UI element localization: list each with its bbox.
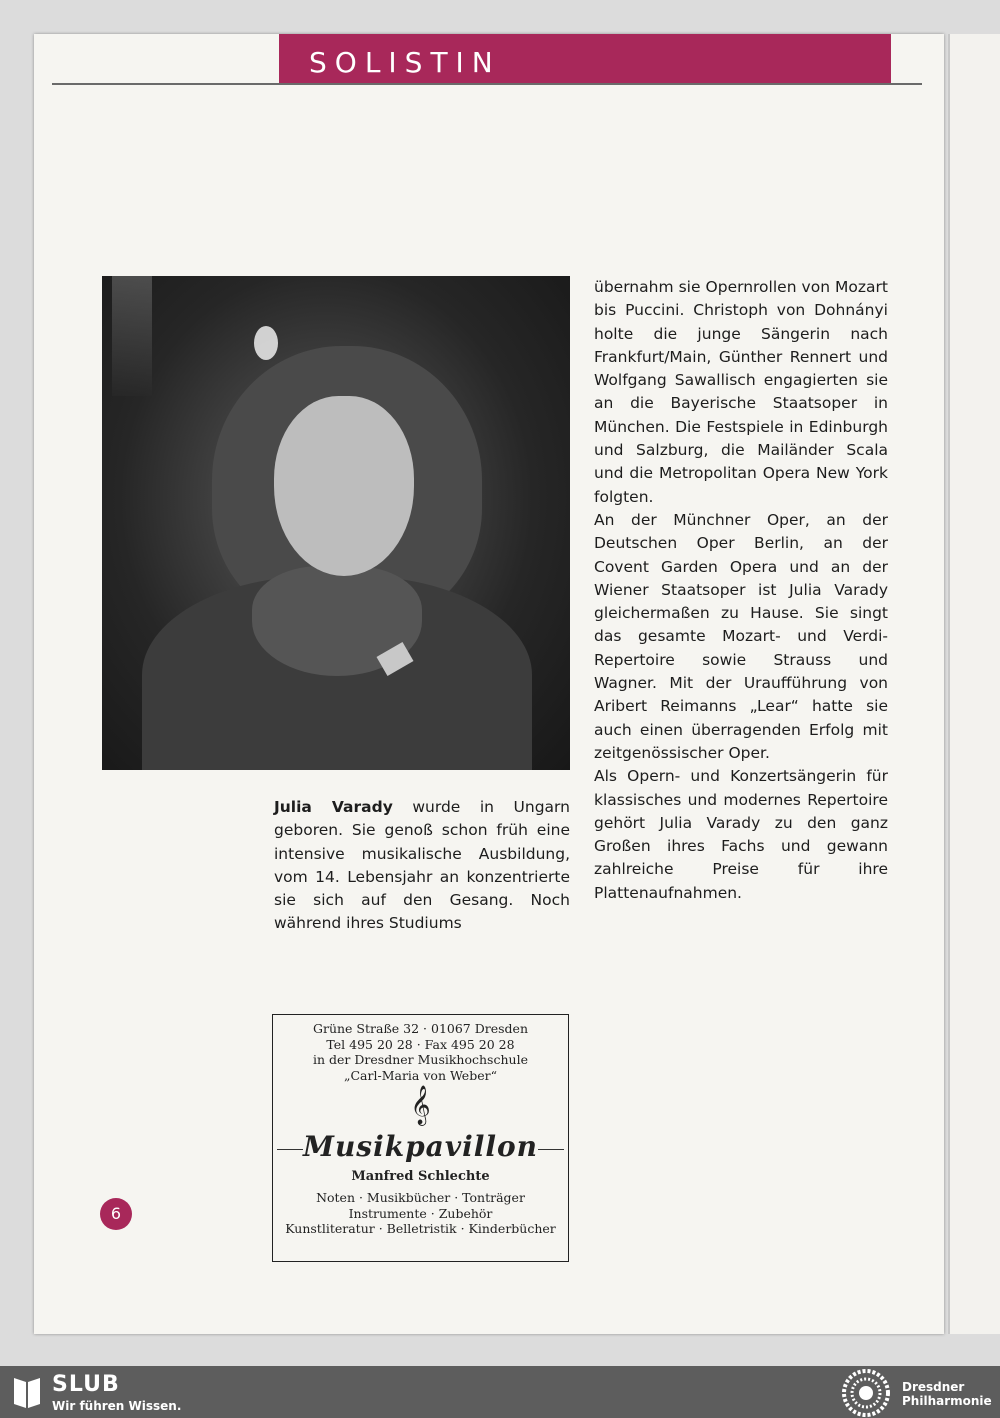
section-title: SOLISTIN	[309, 46, 501, 79]
brochure-page	[34, 34, 944, 1334]
brand-rule-right	[538, 1149, 564, 1150]
slub-logo-text: SLUB	[52, 1372, 120, 1397]
ad-owner: Manfred Schlechte	[351, 1169, 490, 1184]
philharmonie-sunburst-logo-icon	[842, 1369, 890, 1417]
slub-tagline: Wir führen Wissen.	[52, 1399, 182, 1413]
partner-name-line2: Philharmonie	[902, 1394, 992, 1408]
philharmonie-logo-text	[902, 1380, 992, 1408]
ad-phone-fax: Tel 495 20 28 · Fax 495 20 28	[326, 1036, 515, 1052]
article-right-column	[594, 276, 888, 905]
page-number-badge: 6	[100, 1198, 132, 1230]
soloist-portrait-photo	[102, 276, 570, 770]
partner-name-line1: Dresdner	[902, 1380, 965, 1394]
article-paragraph: übernahm sie Opernrollen von Mozart bis Puccini. Christoph von Dohnányi holte die junge Sängerin nach Frankfurt/Main, Günther Rennert und Wolfgang Sawallisch engagierten sie an die Bayerische Staatsoper in München. Die Festspiele in Edinburgh und Salzburg, die Mailänder Scala und die Metropolitan Opera New York folgten.	[594, 278, 888, 506]
section-header-band	[279, 34, 891, 84]
soloist-name: Julia Varady	[274, 798, 393, 816]
photo-background-light	[112, 276, 152, 396]
article-intro-text: wurde in Ungarn geboren. Sie genoß schon früh eine intensive musikalische Ausbildung, vom 14. Lebensjahr an konzentrierte sie sich auf den Gesang. Noch während ihres Studiums	[274, 798, 570, 933]
ad-school-name: „Carl-Maria von Weber“	[344, 1067, 497, 1083]
portrait-face	[274, 396, 414, 576]
ad-products-line: Kunstliteratur · Belletristik · Kinderbücher	[285, 1221, 556, 1236]
header-rule	[52, 83, 922, 85]
article-left-column	[274, 796, 570, 936]
ad-products-line: Instrumente · Zubehör	[348, 1205, 493, 1221]
ad-brand-row	[273, 1127, 568, 1167]
treble-clef-icon: 𝄞	[410, 1085, 431, 1125]
article-paragraph: An der Münchner Oper, an der Deutschen Oper Berlin, an der Covent Garden Opera und an der Wiener Staatsoper ist Julia Varady gleichermaßen zu Hause. Sie singt das gesamte Mozart- und Verdi-Repertoire sowie Strauss und Wagner. Mit der Uraufführung von Aribert Reimanns „Lear“ hatte sie auch einen überragenden Erfolg mit zeitgenössischer Oper.	[594, 510, 888, 762]
article-paragraph: Als Opern- und Konzertsängerin für klassisches und modernes Repertoire gehört Julia Varady zu den ganz Großen ihres Fachs und gewann zahlreiche Preise für ihre Plattenaufnahmen.	[594, 767, 888, 902]
musikpavillon-advertisement	[272, 1014, 569, 1262]
photo-lamp-highlight	[254, 326, 278, 360]
ad-address: Grüne Straße 32 · 01067 Dresden	[313, 1021, 528, 1036]
viewer-footer-bar	[0, 1366, 1000, 1418]
ad-brand-name: Musikpavillon	[302, 1130, 539, 1163]
facing-page-edge	[948, 34, 1000, 1334]
brand-rule-left	[277, 1149, 303, 1150]
slub-book-icon	[12, 1374, 42, 1410]
article-intro-paragraph	[274, 796, 570, 936]
ad-products-line: Noten · Musikbücher · Tonträger	[316, 1190, 525, 1205]
ad-location: in der Dresdner Musikhochschule	[313, 1052, 528, 1067]
